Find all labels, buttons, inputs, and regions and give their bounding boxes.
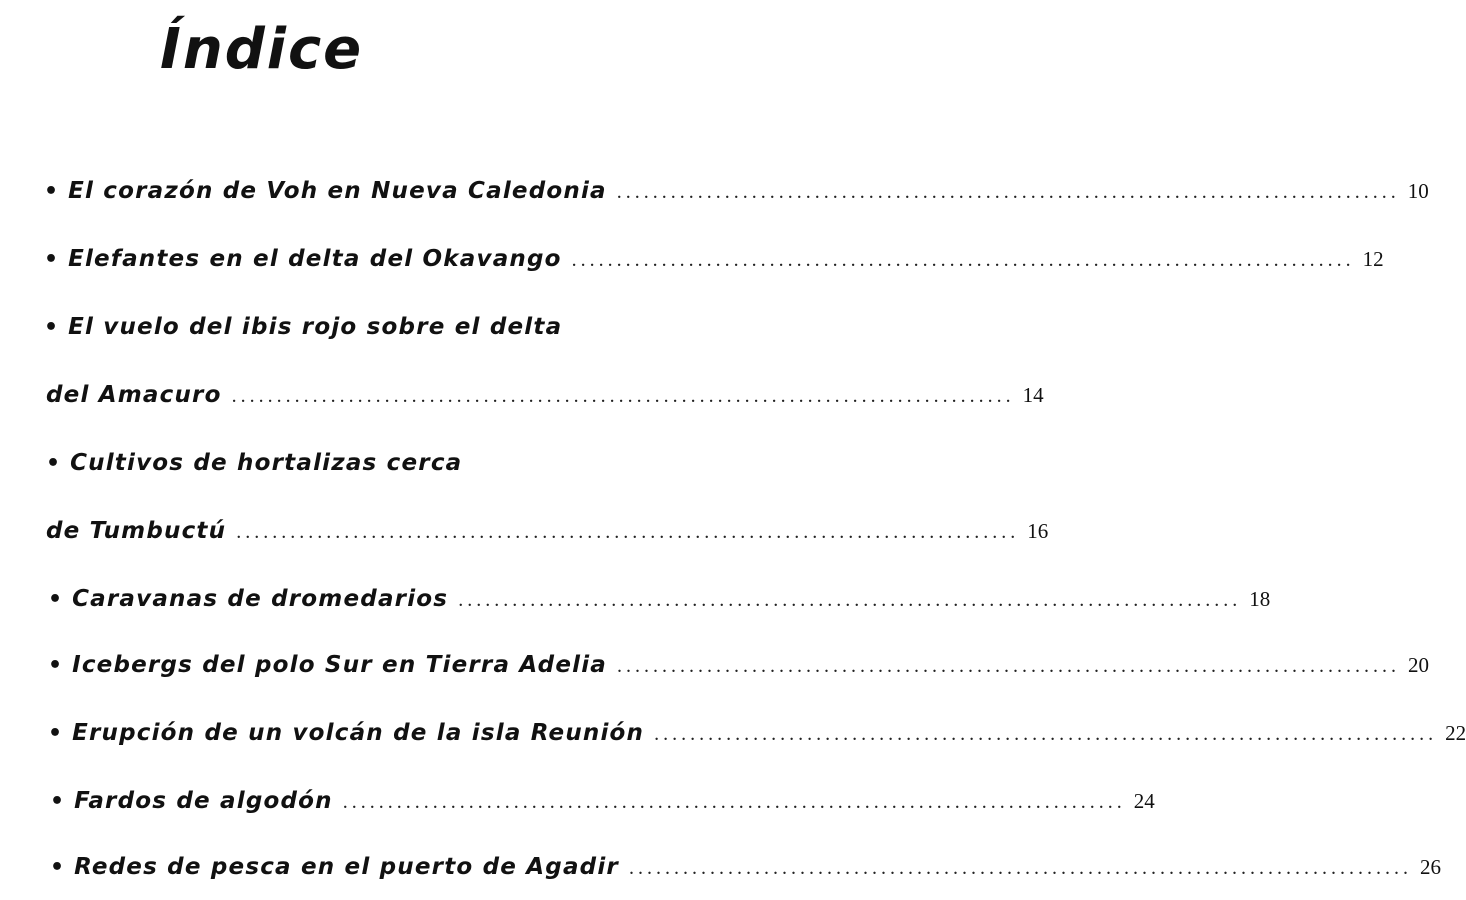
toc-entry-label: El vuelo del ibis rojo sobre el delta bbox=[68, 314, 563, 340]
toc-entry-label: Redes de pesca en el puerto de Agadir bbox=[74, 854, 619, 880]
dot-leader: ....................................................................................... bbox=[236, 521, 1020, 543]
toc-entry-label: de Tumbuctú bbox=[46, 518, 227, 544]
dot-leader: ....................................................................................... bbox=[458, 589, 1242, 611]
toc-entry-label: Caravanas de dromedarios bbox=[72, 586, 449, 612]
bullet-icon: • bbox=[44, 315, 59, 340]
toc-page-number: 12 bbox=[1362, 247, 1384, 271]
toc-entry-label: Elefantes en el delta del Okavango bbox=[68, 246, 562, 272]
toc-entry bbox=[50, 854, 1441, 880]
bullet-icon: • bbox=[46, 451, 61, 476]
dot-leader: ....................................................................................... bbox=[231, 385, 1015, 407]
toc-page-number: 20 bbox=[1408, 653, 1430, 677]
toc-entry-label: Fardos de algodón bbox=[74, 788, 333, 814]
page-title: Índice bbox=[160, 17, 364, 82]
toc-page-number: 22 bbox=[1445, 721, 1466, 745]
toc-page-number: 26 bbox=[1419, 855, 1441, 879]
toc-entry bbox=[50, 788, 1155, 814]
toc-entry bbox=[44, 178, 1429, 204]
toc-entry bbox=[48, 652, 1430, 678]
bullet-icon: • bbox=[48, 653, 63, 678]
toc-entry bbox=[44, 246, 1384, 272]
bullet-icon: • bbox=[48, 587, 63, 612]
toc-entry-label: El corazón de Voh en Nueva Caledonia bbox=[68, 178, 607, 204]
bullet-icon: • bbox=[44, 179, 59, 204]
dot-leader: ....................................................................................... bbox=[628, 857, 1412, 879]
toc-entry-continuation bbox=[46, 382, 1044, 408]
toc-entry-label: Erupción de un volcán de la isla Reunión bbox=[72, 720, 645, 746]
toc-page-number: 14 bbox=[1022, 383, 1044, 407]
toc-entry bbox=[46, 450, 744, 476]
dot-leader: ....................................................................................... bbox=[617, 655, 1401, 677]
toc-page-number: 16 bbox=[1027, 519, 1049, 543]
toc-entry-label: del Amacuro bbox=[46, 382, 222, 408]
bullet-icon: • bbox=[48, 721, 63, 746]
bullet-icon: • bbox=[50, 855, 65, 880]
dot-leader: ....................................................................................... bbox=[571, 249, 1355, 271]
dot-leader: ....................................................................................... bbox=[616, 181, 1400, 203]
toc-page-number: 24 bbox=[1133, 789, 1155, 813]
toc-entry bbox=[48, 720, 1466, 746]
toc-entry-label: Icebergs del polo Sur en Tierra Adelia bbox=[72, 652, 608, 678]
toc-page-number: 18 bbox=[1249, 587, 1271, 611]
toc-page-number: 10 bbox=[1407, 179, 1429, 203]
toc-entry bbox=[44, 314, 744, 340]
dot-leader: ....................................................................................... bbox=[342, 791, 1126, 813]
toc-entry-label: Cultivos de hortalizas cerca bbox=[70, 450, 463, 476]
toc-entry bbox=[48, 586, 1271, 612]
bullet-icon: • bbox=[50, 789, 65, 814]
toc-entry-continuation bbox=[46, 518, 1049, 544]
dot-leader: ....................................................................................... bbox=[654, 723, 1438, 745]
bullet-icon: • bbox=[44, 247, 59, 272]
